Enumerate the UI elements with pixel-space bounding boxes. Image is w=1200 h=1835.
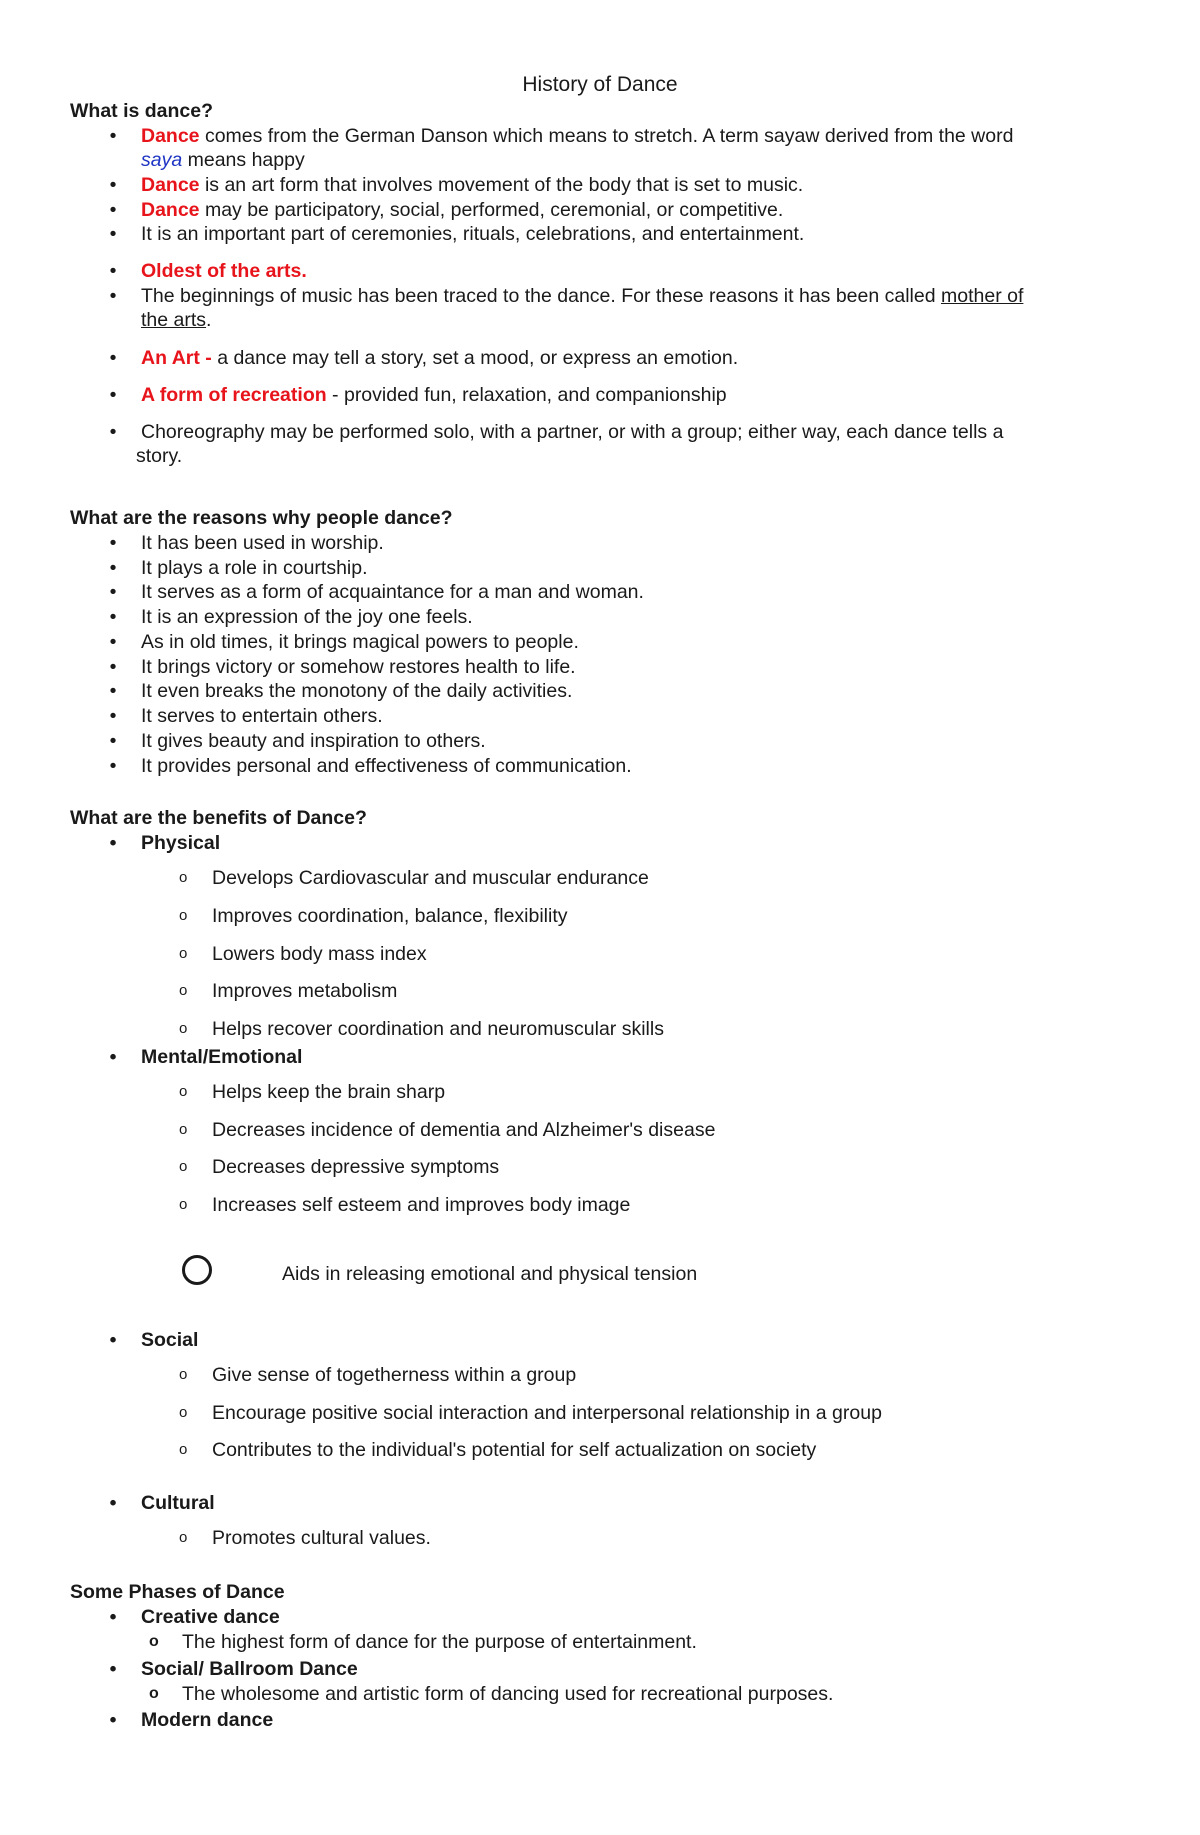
list-item: o Develops Cardiovascular and muscular endurance xyxy=(179,867,649,889)
list-item: o Improves coordination, balance, flexibility xyxy=(179,905,568,927)
list-item: o Give sense of togetherness within a group xyxy=(179,1364,577,1386)
phase-creative-dance: • Creative dance xyxy=(141,1605,1141,1629)
list-item: • Dance is an art form that involves movement of the body that is set to music. xyxy=(141,173,1141,197)
circle-bullet-icon: o xyxy=(179,1020,188,1037)
list-item: o Contributes to the individual's potential for self actualization on society xyxy=(179,1439,817,1461)
list-item: o Encourage positive social interaction and interpersonal relationship in a group xyxy=(179,1402,882,1424)
bullet-icon: • xyxy=(109,581,117,603)
list-item: • It is an important part of ceremonies, rituals, celebrations, and entertainment. xyxy=(141,222,1141,246)
circle-bullet-icon: o xyxy=(179,1158,188,1175)
bullet-icon: • xyxy=(109,557,117,579)
list-item: • It has been used in worship. xyxy=(141,531,1141,555)
list-item: o Promotes cultural values. xyxy=(179,1527,431,1549)
list-item: • Dance comes from the German Danson which means to stretch. A term sayaw derived from the word saya means happy xyxy=(141,124,1141,173)
circle-bullet-icon: o xyxy=(179,907,188,924)
bullet-icon: • xyxy=(109,532,117,554)
list-item: • It serves to entertain others. xyxy=(141,704,1141,728)
bullet-icon: • xyxy=(109,705,117,727)
section-heading-what-is-dance: What is dance? xyxy=(70,100,214,122)
list-item: • It gives beauty and inspiration to others. xyxy=(141,729,1141,753)
bullet-icon: • xyxy=(109,1658,117,1680)
list-item: o The wholesome and artistic form of dancing used for recreational purposes. xyxy=(149,1683,834,1705)
list-item: o Helps recover coordination and neuromuscular skills xyxy=(179,1018,664,1040)
bullet-icon: • xyxy=(109,421,117,443)
list-item: o Decreases incidence of dementia and Alzheimer's disease xyxy=(179,1119,716,1141)
list-item: o Decreases depressive symptoms xyxy=(179,1156,500,1178)
bullet-icon: • xyxy=(109,199,117,221)
section-heading-reasons: What are the reasons why people dance? xyxy=(70,507,453,529)
circle-bullet-icon: o xyxy=(149,1685,159,1702)
bullet-icon: • xyxy=(109,347,117,369)
list-item: o Increases self esteem and improves body image xyxy=(179,1194,631,1216)
circle-bullet-icon: o xyxy=(179,1529,188,1546)
bullet-icon: • xyxy=(109,1329,117,1351)
bullet-icon: • xyxy=(109,260,117,282)
phase-modern-dance: • Modern dance xyxy=(141,1708,1141,1732)
bullet-icon: • xyxy=(109,1606,117,1628)
bullet-icon: • xyxy=(109,223,117,245)
circle-bullet-icon: o xyxy=(179,945,188,962)
list-item: • Dance may be participatory, social, performed, ceremonial, or competitive. xyxy=(141,198,1141,222)
list-item: • Choreography may be performed solo, with a partner, or with a group; either way, each dance tells a story. xyxy=(141,420,1141,469)
list-item: • It is an expression of the joy one feels. xyxy=(141,605,1141,629)
circle-bullet-icon: o xyxy=(179,1083,188,1100)
list-item: o Improves metabolism xyxy=(179,980,398,1002)
list-item: • As in old times, it brings magical powers to people. xyxy=(141,630,1141,654)
circle-bullet-icon: o xyxy=(179,1196,188,1213)
bullet-icon: • xyxy=(109,631,117,653)
bullet-icon: • xyxy=(109,755,117,777)
circle-bullet-icon: o xyxy=(179,1121,188,1138)
bullet-icon: • xyxy=(109,1709,117,1731)
circle-bullet-icon: o xyxy=(179,1366,188,1383)
document-title: History of Dance xyxy=(522,73,678,96)
list-item: • It even breaks the monotony of the daily activities. xyxy=(141,679,1141,703)
section-heading-phases: Some Phases of Dance xyxy=(70,1581,285,1603)
benefit-category-mental: • Mental/Emotional xyxy=(141,1045,1141,1069)
large-circle-bullet-icon xyxy=(182,1255,212,1285)
bullet-icon: • xyxy=(109,656,117,678)
list-item: • It provides personal and effectiveness of communication. xyxy=(141,754,1141,778)
bullet-icon: • xyxy=(109,730,117,752)
phase-social-ballroom-dance: • Social/ Ballroom Dance xyxy=(141,1657,1141,1681)
bullet-icon: • xyxy=(109,1046,117,1068)
circle-bullet-icon: o xyxy=(179,982,188,999)
bullet-icon: • xyxy=(109,832,117,854)
bullet-icon: • xyxy=(109,285,117,307)
bullet-icon: • xyxy=(109,606,117,628)
benefit-category-physical: • Physical xyxy=(141,831,1141,855)
benefit-category-cultural: • Cultural xyxy=(141,1491,1141,1515)
list-item: Aids in releasing emotional and physical tension xyxy=(282,1263,698,1285)
list-item: • It plays a role in courtship. xyxy=(141,556,1141,580)
list-item: • A form of recreation - provided fun, relaxation, and companionship xyxy=(141,383,1141,407)
list-item: • An Art - a dance may tell a story, set a mood, or express an emotion. xyxy=(141,346,1141,370)
benefit-category-social: • Social xyxy=(141,1328,1141,1352)
circle-bullet-icon: o xyxy=(149,1633,159,1650)
circle-bullet-icon: o xyxy=(179,1404,188,1421)
bullet-icon: • xyxy=(109,125,117,147)
list-item: o Lowers body mass index xyxy=(179,943,427,965)
list-item: o The highest form of dance for the purpose of entertainment. xyxy=(149,1631,697,1653)
circle-bullet-icon: o xyxy=(179,1441,188,1458)
bullet-icon: • xyxy=(109,384,117,406)
list-item: • Oldest of the arts. xyxy=(141,259,1141,283)
circle-bullet-icon: o xyxy=(179,869,188,886)
list-item: • It serves as a form of acquaintance for a man and woman. xyxy=(141,580,1141,604)
bullet-icon: • xyxy=(109,1492,117,1514)
section-heading-benefits: What are the benefits of Dance? xyxy=(70,807,367,829)
bullet-icon: • xyxy=(109,680,117,702)
bullet-icon: • xyxy=(109,174,117,196)
list-item: • The beginnings of music has been traced to the dance. For these reasons it has been called mother of the arts. xyxy=(141,284,1141,333)
list-item: • It brings victory or somehow restores health to life. xyxy=(141,655,1141,679)
list-item: o Helps keep the brain sharp xyxy=(179,1081,446,1103)
